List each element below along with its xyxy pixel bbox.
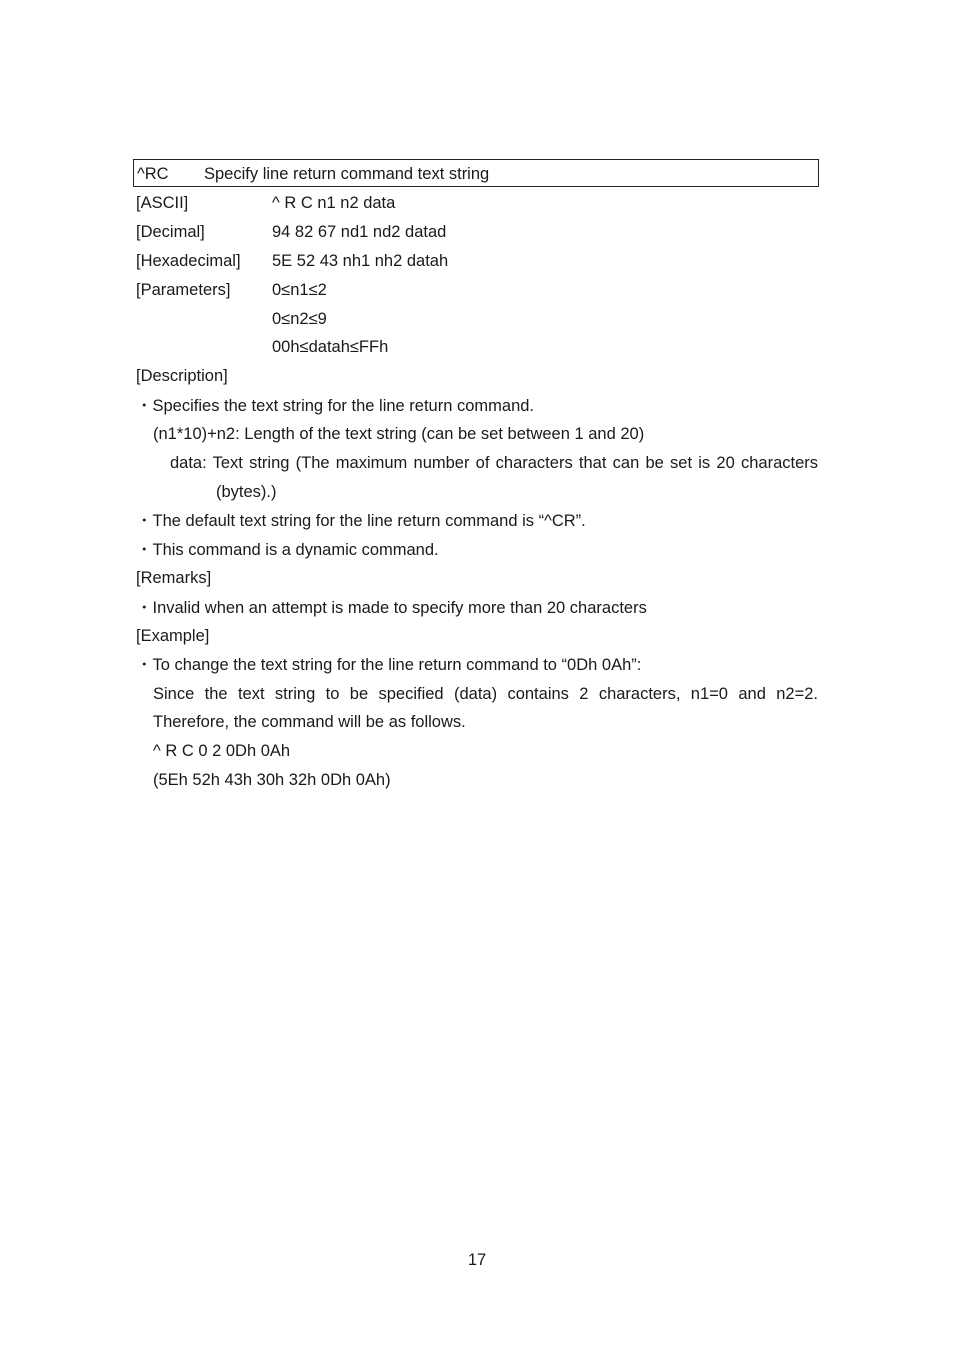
description-data-line: data: Text string (The maximum number of characters that can be set is 20 characters: [170, 454, 818, 472]
command-title: Specify line return command text string: [204, 165, 490, 183]
description-data-continued: (bytes).): [216, 483, 277, 501]
example-command-line: ^ R C 0 2 0Dh 0Ah: [153, 742, 291, 760]
ascii-value: ^ R C n1 n2 data: [272, 194, 396, 212]
description-bullet-2: ・The default text string for the line return command is “^CR”.: [136, 512, 586, 530]
page-number: 17: [467, 1251, 487, 1269]
decimal-value: 94 82 67 nd1 nd2 datad: [272, 223, 447, 241]
example-bullet-1: ・To change the text string for the line return command to “0Dh 0Ah”:: [136, 656, 642, 674]
description-length-line: (n1*10)+n2: Length of the text string (can be set between 1 and 20): [153, 425, 645, 443]
example-since-line: Since the text string to be specified (data) contains 2 characters, n1=0 and n2=2.: [153, 685, 818, 703]
example-therefore-line: Therefore, the command will be as follows.: [153, 713, 466, 731]
description-bullet-3: ・This command is a dynamic command.: [136, 541, 439, 559]
example-heading: [Example]: [136, 627, 210, 645]
remarks-bullet-1: ・Invalid when an attempt is made to specify more than 20 characters: [136, 599, 647, 617]
ascii-label: [ASCII]: [136, 194, 189, 212]
description-heading: [Description]: [136, 367, 228, 385]
param-data: 00h≤datah≤FFh: [272, 338, 389, 356]
remarks-heading: [Remarks]: [136, 569, 212, 587]
hex-value: 5E 52 43 nh1 nh2 datah: [272, 252, 449, 270]
command-code: ^RC: [137, 165, 169, 183]
description-bullet-1: ・Specifies the text string for the line return command.: [136, 397, 535, 415]
decimal-label: [Decimal]: [136, 223, 205, 241]
hex-label: [Hexadecimal]: [136, 252, 241, 270]
param-n1: 0≤n1≤2: [272, 281, 327, 299]
example-hex-line: (5Eh 52h 43h 30h 32h 0Dh 0Ah): [153, 771, 391, 789]
param-n2: 0≤n2≤9: [272, 310, 327, 328]
params-label: [Parameters]: [136, 281, 231, 299]
command-header-box: [133, 159, 819, 187]
